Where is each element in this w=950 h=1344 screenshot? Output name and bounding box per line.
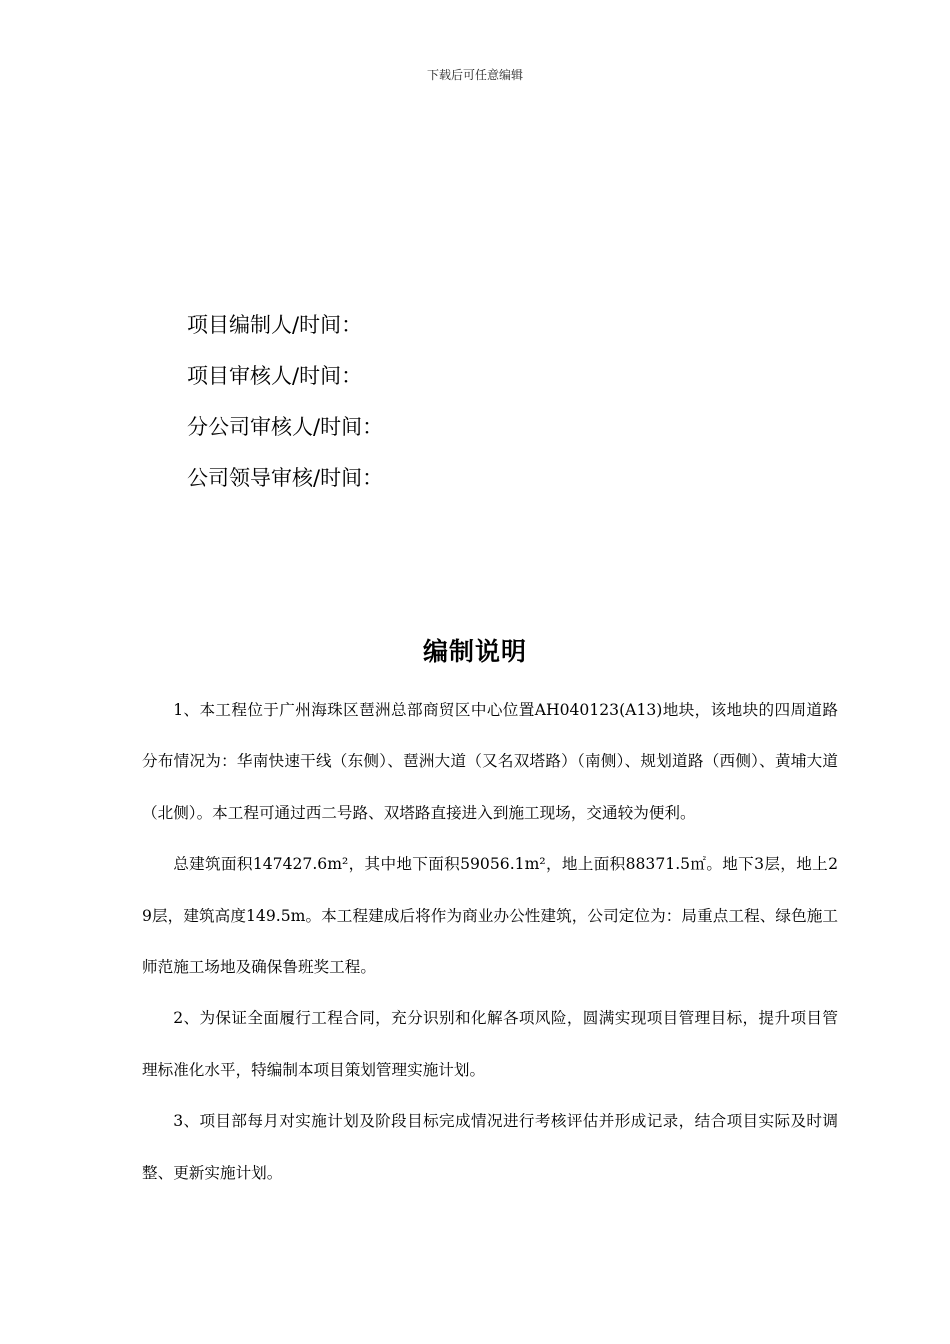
signoff-line-company-leader: 公司领导审核/时间： (187, 466, 384, 490)
signoff-block (187, 308, 383, 512)
paragraph-building-area: 总建筑面积147427.6m²，其中地下面积59056.1m²，地上面积88371.5㎡。地下3层，地上29层，建筑高度149.5m。本工程建成后将作为商业办公性建筑，公司定位为：局重点工程、绿色施工师范施工场地及确保鲁班奖工程。 (142, 855, 838, 977)
paragraph-project-location: 1、本工程位于广州海珠区琶洲总部商贸区中心位置AH040123(A13)地块，该地块的四周道路分布情况为：华南快速干线（东侧）、琶洲大道（又名双塔路）（南侧）、规划道路（西侧）、黄埔大道（北侧）。本工程可通过西二号路、双塔路直接进入到施工现场，交通较为便利。 (142, 701, 838, 822)
page-header-note: 下载后可任意编辑 (426, 68, 523, 82)
paragraph-monthly-review: 3、项目部每月对实施计划及阶段目标完成情况进行考核评估并形成记录，结合项目实际及时调整、更新实施计划。 (142, 1112, 838, 1182)
signoff-line-branch-reviewer: 分公司审核人/时间： (187, 415, 384, 439)
signoff-line-project-reviewer: 项目审核人/时间： (187, 364, 363, 388)
section-title: 编制说明 (422, 637, 527, 666)
paragraph-purpose: 2、为保证全面履行工程合同，充分识别和化解各项风险，圆满实现项目管理目标，提升项目管理标准化水平，特编制本项目策划管理实施计划。 (142, 1009, 838, 1079)
section-body (142, 685, 838, 1199)
signoff-line-compiler: 项目编制人/时间： (187, 313, 363, 337)
